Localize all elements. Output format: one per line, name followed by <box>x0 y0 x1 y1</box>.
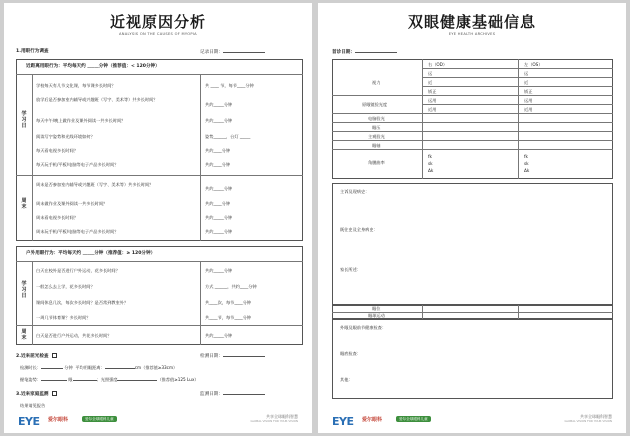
slogan <box>564 415 612 423</box>
outdoor-school-label: 学习日 <box>21 281 27 299</box>
monitor-date-field[interactable] <box>200 391 265 398</box>
eye-position-label: 眼位 <box>372 306 381 311</box>
od-k-values <box>428 153 433 174</box>
od-far: 远 <box>428 71 433 76</box>
school-q6: 每天玩手机/平板/电脑等电子产品多长时间？ <box>36 162 119 167</box>
lux-recommend: （推荐值≥125 Lux） <box>157 377 199 382</box>
auto-refraction-label: 电脑验光 <box>368 116 385 121</box>
exam-box <box>332 319 613 399</box>
os-dk: Δk <box>524 168 530 173</box>
os-far-use: 远用 <box>524 98 533 103</box>
report-note: 结果请见报告 <box>20 403 46 408</box>
section-3-checkbox[interactable] <box>52 391 57 396</box>
minutes-unit: 分钟 <box>64 365 73 370</box>
weekend-label: 周末 <box>21 198 27 210</box>
first-visit-field[interactable] <box>332 49 397 56</box>
os-corrected: 矫正 <box>524 89 533 94</box>
history-label: 既往史及全身病史： <box>340 227 378 232</box>
os-near-use: 近用 <box>524 107 533 112</box>
weekend-a4[interactable]: 共约_____分钟 <box>205 229 233 234</box>
eye-movement-label: 眼球运动 <box>368 313 385 318</box>
page-title: 双眼健康基础信息 <box>407 13 536 31</box>
slogan-cn: 共享全球眼科智慧 <box>580 414 612 419</box>
outdoor-q3: 课间休息几次，每次多长时间？是否常到教室外？ <box>36 300 129 305</box>
brand-badge: 爱尔全球眼科儿童 <box>82 416 117 422</box>
eye-label: 眼 <box>68 377 73 382</box>
slogan-en: GLOBAL VISION FOR YOUR VISION <box>564 418 612 423</box>
complaint-label: 主诉及现病史： <box>340 189 370 194</box>
anterior-label: 外眼及眼前节健康检查： <box>340 325 387 330</box>
os-sk: sk <box>524 161 529 166</box>
light-label: ；光照强度 <box>96 377 118 382</box>
record-date-field[interactable] <box>200 49 265 56</box>
school-q3: 每天中午/晚上做作业及课外阅读一共多长时间？ <box>36 118 126 123</box>
history-box <box>332 183 613 305</box>
section-1-title: 1.用眼行为调查 <box>16 49 49 54</box>
keratometry-label: 角膜曲率 <box>368 160 385 165</box>
school-q4: 阅读写字姿势和光线环境如何？ <box>36 134 95 139</box>
page-title: 近视原因分析 <box>109 13 206 31</box>
os-k-values <box>524 153 529 174</box>
od-header: 右（OD） <box>428 62 448 67</box>
check-time-row <box>20 365 177 370</box>
distance-recommend: cm（推荐值≥33cm） <box>134 365 178 370</box>
section-2-checkbox[interactable] <box>52 353 57 358</box>
iop-label: 眼压 <box>372 125 381 130</box>
school-a5[interactable]: 共约____分钟 <box>205 148 231 153</box>
weekend-q1: 周末是否参加室内辅导或兴趣班（写字、美术等）共多长时间？ <box>36 182 154 187</box>
eye-logo: EYE <box>332 415 354 428</box>
monitor-date-label: 监测日期： <box>200 392 223 397</box>
weekend-q4: 周末玩手机/平板/电脑等电子产品多长时间？ <box>36 229 119 234</box>
section-3-title: 3.近来家庭监测 <box>16 391 57 398</box>
outdoor-weekend-label: 周末 <box>21 329 27 341</box>
school-a6[interactable]: 共约____分钟 <box>205 162 231 167</box>
school-q5: 每天看电视多长时间？ <box>36 148 78 153</box>
school-q2: 放学后是否参加室内辅导或兴趣班（写字、美术等）共多长时间？ <box>36 97 158 102</box>
weekend-a3[interactable]: 共约_____分钟 <box>205 215 233 220</box>
left-page <box>4 3 312 433</box>
outdoor-weekend-q: 白天是否进行户外运动，共花多长时间？ <box>36 333 112 338</box>
slogan-en: GLOBAL VISION FOR YOUR VISION <box>250 418 298 423</box>
vision-label: 视力 <box>372 80 381 85</box>
os-near: 近 <box>524 80 529 85</box>
school-q1: 学校每天有几节文化课，每节课多长时间？ <box>36 83 116 88</box>
check-date-field[interactable] <box>200 353 265 360</box>
slogan <box>250 415 298 423</box>
slogan-cn: 共享全球眼科智慧 <box>266 414 298 419</box>
od-dk: Δk <box>428 168 434 173</box>
weekend-q3: 周末看电视多长时间？ <box>36 215 78 220</box>
page-subtitle: EYE HEALTH ARCHIVES <box>448 32 496 36</box>
school-a3[interactable]: 共约_____分钟 <box>205 118 233 123</box>
outdoor-weekend-a[interactable]: 共约_____分钟 <box>205 333 233 338</box>
glasses-row <box>20 377 199 382</box>
near-header: 近距离用眼行为：平均每天约 _____分钟（推荐值：< 120分钟） <box>26 64 160 69</box>
outdoor-a2[interactable]: 方式 ______，共约____分钟 <box>205 284 257 289</box>
od-far-use: 远用 <box>428 98 437 103</box>
check-date-label: 检测日期： <box>200 354 223 359</box>
family-label: 家长所述： <box>340 267 361 272</box>
brand-name: 爱尔眼科 <box>48 417 69 423</box>
eye-logo: EYE <box>18 415 40 428</box>
brand-badge: 爱尔全球眼科儿童 <box>396 416 431 422</box>
right-page <box>318 3 626 433</box>
grip-label: 握笔姿势： <box>20 377 41 382</box>
school-a1[interactable]: 共 ____ 节，每节____分钟 <box>205 83 254 88</box>
os-fk: fk <box>524 154 528 159</box>
first-visit-label: 首诊日期： <box>332 50 355 55</box>
od-near: 近 <box>428 80 433 85</box>
weekend-a2[interactable]: 共约____分钟 <box>205 201 231 206</box>
section-2-title: 2.近来屈光检查 <box>16 353 57 360</box>
od-near-use: 近用 <box>428 107 437 112</box>
os-far: 远 <box>524 71 529 76</box>
record-date-label: 记录日期： <box>200 50 223 55</box>
school-a4[interactable]: 姿势______，台灯 _____ <box>205 134 251 139</box>
axial-label: 眼轴 <box>372 143 381 148</box>
weekend-q2: 周末做作业及课外阅读一共多长时间？ <box>36 201 108 206</box>
subjective-label: 主观验光 <box>368 134 385 139</box>
outdoor-a3[interactable]: 共____次，每节____分钟 <box>205 300 252 305</box>
outdoor-a1[interactable]: 共约_____分钟 <box>205 268 233 273</box>
outdoor-a4[interactable]: 共____节，每节____分钟 <box>205 315 252 320</box>
od-corrected: 矫正 <box>428 89 437 94</box>
brand-name: 爱尔眼科 <box>362 417 383 423</box>
od-fk: fk <box>428 154 432 159</box>
outdoor-header: 户外用眼行为：平均每天约 _____分钟（推荐值：≥ 120分钟） <box>26 251 156 256</box>
school-a2[interactable]: 共约_____分钟 <box>205 102 233 107</box>
others-label: 其他： <box>340 377 353 382</box>
weekend-a1[interactable]: 共约_____分钟 <box>205 186 233 191</box>
outdoor-q2: 一般怎么去上学，花多长时间？ <box>36 284 95 289</box>
page-subtitle: ANALYSIS ON THE CAUSES OF MYOPIA <box>119 32 197 36</box>
school-day-label: 学习日 <box>21 111 27 129</box>
od-sk: sk <box>428 161 433 166</box>
check-time-label: 检测时长： <box>20 365 41 370</box>
avg-distance-label: 平均用眼距离： <box>75 365 105 370</box>
outdoor-q1: 白天在校外是否进行户外运动，花多长时间？ <box>36 268 120 273</box>
prev-glasses-label: 原眼镜验光度 <box>362 102 388 107</box>
outdoor-q4: 一周几节体育课？多长时间？ <box>36 315 91 320</box>
os-header: 左（OS） <box>524 62 543 67</box>
fundus-exam-label: 眼底检查： <box>340 351 361 356</box>
